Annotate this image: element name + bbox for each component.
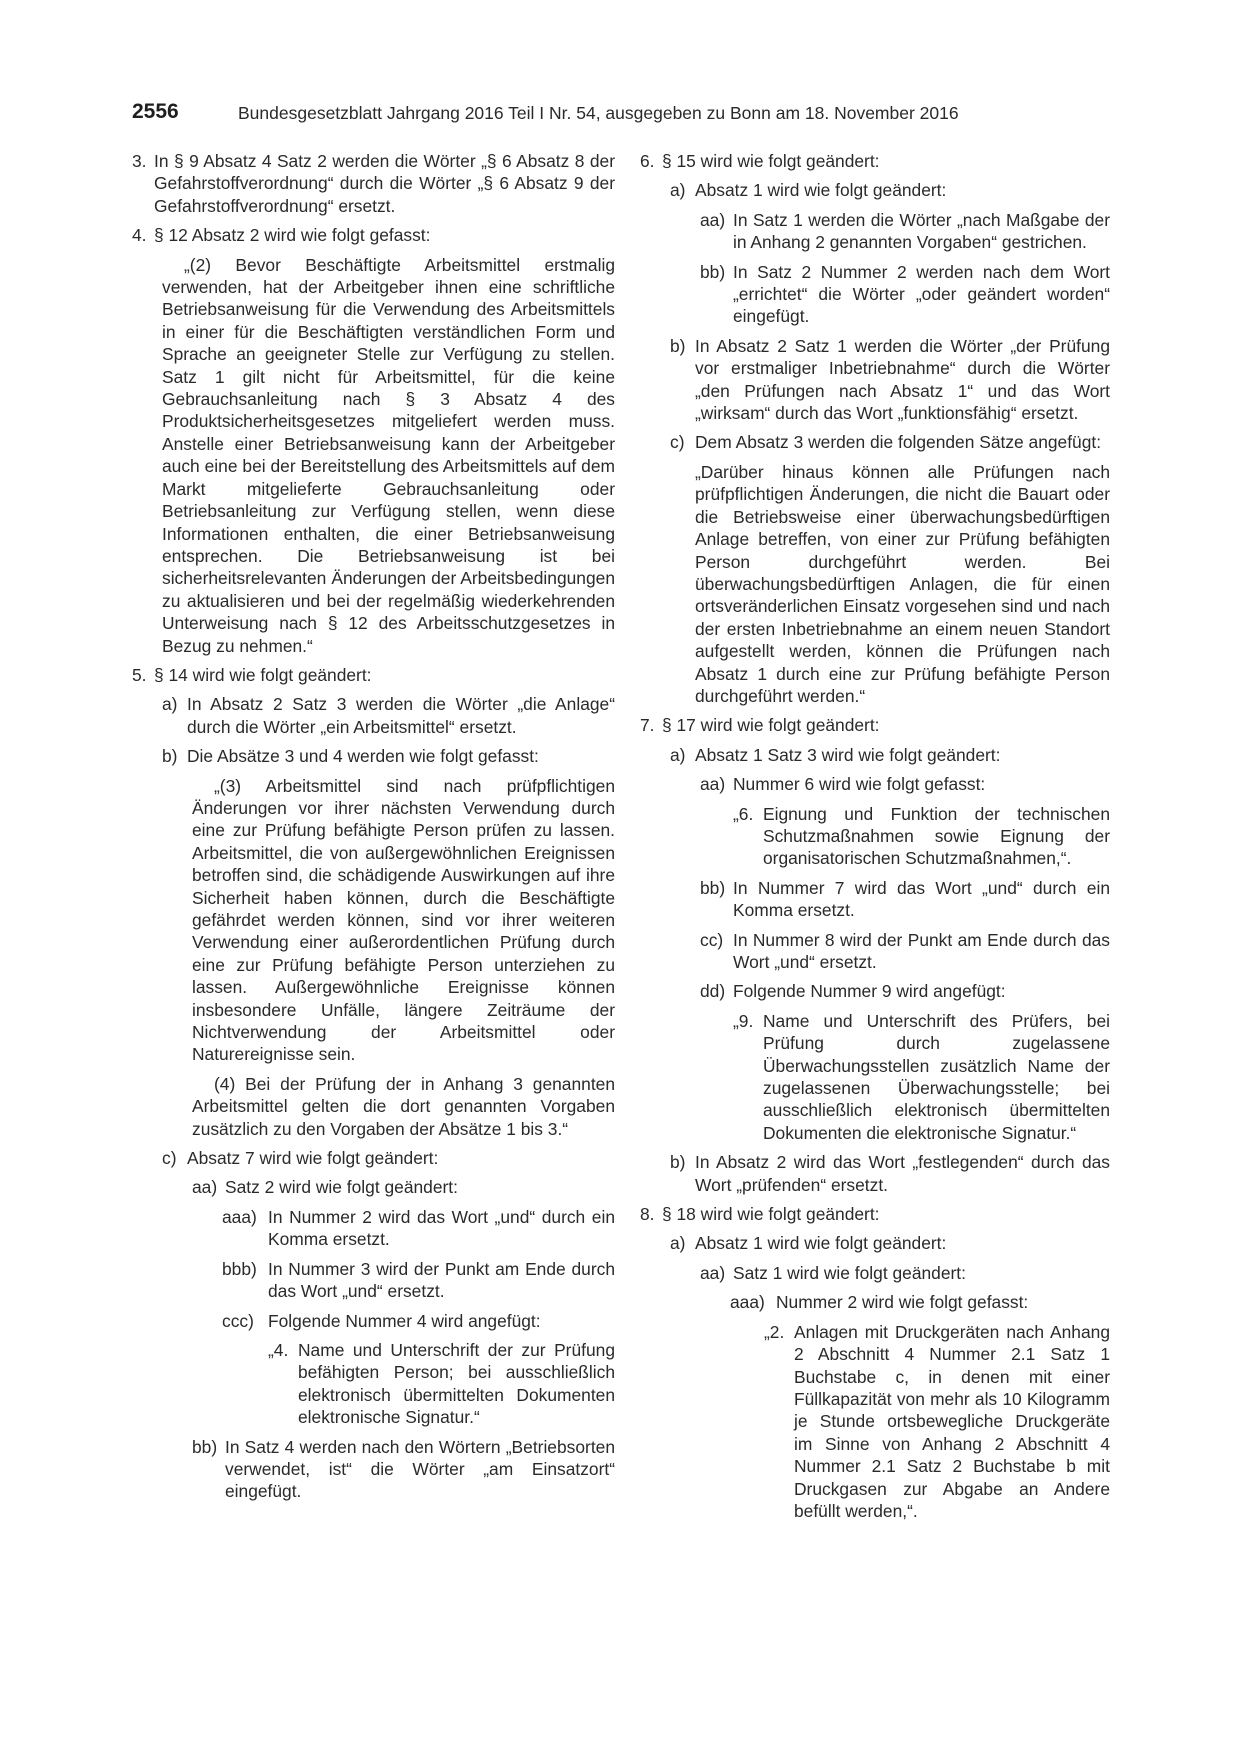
item-letter: dd): [700, 981, 726, 1002]
item-text: In Nummer 7 wird das Wort „und“ durch ein Komma ersetzt.: [733, 877, 1110, 921]
sub-item-a: [670, 744, 1110, 766]
item-number: 6.: [640, 151, 655, 171]
item-letter: bbb): [222, 1258, 257, 1279]
item-number: 7.: [640, 715, 655, 736]
quoted-paragraph: „(3) Arbeitsmittel sind nach prüfpflichtigen Änderungen vor ihrer nächsten Verwendung durch eine zur Prüfung befähigte Person prüfen zu lassen. Arbeitsmittel, die von außergewöhnlichen Ereignissen betroffen sind, die schädigende Auswirkungen auf ihre Sicherheit haben können, durch die Beschäftigte gefährdet werden können, sind vor ihrer weiteren Verwendung einer außerordentlichen Prüfung durch eine zur Prüfung befähigte Person unterziehen zu lassen. Außergewöhnliche Ereignisse können insbesondere Unfälle, längere Zeiträume der Nichtverwendung der Arbeitsmittel oder Naturereignisse sein.: [192, 775, 615, 1065]
item-text: Nummer 2 wird wie folgt gefasst:: [776, 1292, 1029, 1313]
item-text: § 12 Absatz 2 wird wie folgt gefasst:: [154, 225, 431, 246]
item-letter: bb): [192, 1436, 218, 1457]
item-text: In Absatz 2 wird das Wort „festlegenden“ durch das Wort „prüfenden“ ersetzt.: [695, 1152, 1110, 1195]
item-text: Dem Absatz 3 werden die folgenden Sätze angefügt:: [695, 432, 1102, 453]
right-column: [640, 150, 1110, 1529]
item-text: In Nummer 3 wird der Punkt am Ende durch das Wort „und“ ersetzt.: [268, 1258, 615, 1302]
list-item-7: [640, 714, 1110, 736]
quoted-item-4: [268, 1339, 615, 1429]
item-text: § 17 wird wie folgt geändert:: [662, 715, 880, 736]
sub-item-c: [162, 1147, 615, 1169]
quoted-paragraph: (4) Bei der Prüfung der in Anhang 3 genannten Arbeitsmittel gelten die dort genannten Vorgaben zusätzlich zu den Vorgaben der Absätze 1 bis 3.“: [192, 1073, 615, 1139]
item-letter: a): [670, 180, 686, 201]
item-text: Name und Unterschrift der zur Prüfung befähigten Person; bei ausschließlich elektronisch übermittelten Dokumenten elektronische Signatur.“: [298, 1339, 615, 1428]
quoted-item-9: [733, 1010, 1110, 1144]
item-letter: cc): [700, 929, 724, 950]
item-text: Anlagen mit Druckgeräten nach Anhang 2 Abschnitt 4 Nummer 2.1 Satz 1 Buchstabe c, in denen mit einer Füllkapazität von mehr als 10 Kilogramm je Stunde ortsbewegliche Druckgeräte im Sinne von Anhang 2 Abschnitt 4 Nummer 2.1 Satz 2 Buchstabe b mit Druckgasen zur Abgabe an Andere befüllt werden,“.: [794, 1321, 1110, 1521]
sub-sub-item-aa: [192, 1176, 615, 1198]
item-letter: ccc): [222, 1310, 254, 1331]
list-item-5: [132, 664, 615, 686]
item-text: Die Absätze 3 und 4 werden wie folgt gefasst:: [187, 746, 539, 767]
item-letter: aa): [700, 209, 726, 230]
sub-sub-item-cc: [700, 929, 1110, 974]
running-head: Bundesgesetzblatt Jahrgang 2016 Teil I Nr. 54, ausgegeben zu Bonn am 18. November 2016: [238, 103, 959, 123]
item-letter: aa): [192, 1177, 218, 1198]
item-letter: c): [162, 1148, 177, 1169]
sub-item-a: [670, 1232, 1110, 1254]
item-text: § 15 wird wie folgt geändert:: [662, 151, 880, 171]
item-text: In Absatz 2 Satz 1 werden die Wörter „der Prüfung vor erstmaliger Inbetriebnahme“ durch die Wörter „den Prüfungen nach Absatz 1“ und das Wort „wirksam“ durch das Wort „funktionsfähig“ ersetzt.: [695, 335, 1110, 424]
list-item-6: [640, 150, 1110, 172]
sub-item-b: [670, 335, 1110, 425]
sub-sub-item-bb: [192, 1436, 615, 1503]
item-text: In Satz 1 werden die Wörter „nach Maßgabe der in Anhang 2 genannten Vorgaben“ gestrichen.: [733, 209, 1110, 253]
item-letter: b): [670, 335, 686, 356]
sub-sub-item-aa: [700, 209, 1110, 254]
item-letter: bb): [700, 877, 726, 898]
item-letter: a): [670, 1233, 686, 1254]
item-number: 3.: [132, 151, 147, 171]
sub-sub-sub-item-bbb: [222, 1258, 615, 1303]
item-text: § 18 wird wie folgt geändert:: [662, 1204, 880, 1225]
item-letter: aaa): [222, 1206, 257, 1227]
sub-sub-sub-item-aaa: [222, 1206, 615, 1251]
item-text: Nummer 6 wird wie folgt gefasst:: [733, 774, 986, 795]
quoted-item-2: [764, 1321, 1110, 1523]
item-text: Absatz 1 wird wie folgt geändert:: [695, 1233, 947, 1254]
list-item-3: [132, 150, 615, 217]
item-text: § 14 wird wie folgt geändert:: [154, 664, 372, 685]
page-number: 2556: [132, 100, 179, 123]
sub-item-b: [670, 1151, 1110, 1196]
item-number: „2.: [764, 1321, 785, 1342]
item-text: In Nummer 8 wird der Punkt am Ende durch das Wort „und“ ersetzt.: [733, 929, 1110, 972]
sub-sub-item-bb: [700, 261, 1110, 328]
left-column: [132, 150, 615, 1510]
item-number: „6.: [733, 803, 754, 824]
item-letter: aa): [700, 774, 726, 795]
item-text: In Satz 4 werden nach den Wörtern „Betriebsorten verwendet, ist“ die Wörter „am Einsatzort“ eingefügt.: [225, 1436, 615, 1502]
item-text: Folgende Nummer 4 wird angefügt:: [268, 1310, 541, 1331]
item-letter: b): [670, 1152, 686, 1173]
sub-sub-item-dd: [700, 980, 1110, 1002]
sub-item-a: [670, 179, 1110, 201]
list-item-8: [640, 1203, 1110, 1225]
item-number: „4.: [268, 1339, 289, 1360]
item-text: Eignung und Funktion der technischen Schutzmaßnahmen sowie Eignung der organisatorischen Schutzmaßnahmen,“.: [763, 803, 1110, 869]
item-number: 4.: [132, 225, 147, 246]
item-text: In Satz 2 Nummer 2 werden nach dem Wort „errichtet“ die Wörter „oder geändert worden“ eingefügt.: [733, 261, 1110, 327]
item-text: Absatz 1 wird wie folgt geändert:: [695, 180, 947, 201]
item-letter: a): [162, 694, 178, 715]
item-text: In Nummer 2 wird das Wort „und“ durch ein Komma ersetzt.: [268, 1206, 615, 1250]
item-text: In Absatz 2 Satz 3 werden die Wörter „die Anlage“ durch die Wörter „ein Arbeitsmittel“ ersetzt.: [187, 694, 615, 737]
sub-item-c: [670, 431, 1110, 453]
sub-sub-item-aa: [700, 1262, 1110, 1284]
item-letter: b): [162, 746, 178, 767]
quoted-paragraph: „(2) Bevor Beschäftigte Arbeitsmittel erstmalig verwenden, hat der Arbeitgeber ihnen eine schriftliche Betriebsanweisung für die Verwendung des Arbeitsmittels in einer für die Beschäftigten verständlichen Form und Sprache an geeigneter Stelle zur Verfügung zu stellen. Satz 1 gilt nicht für Arbeitsmittel, für die keine Gebrauchsanleitung nach § 3 Absatz 4 des Produktsicherheitsgesetzes mitgeliefert werden muss. Anstelle einer Betriebsanweisung kann der Arbeitgeber auch eine bei der Bereitstellung des Arbeitsmittels auf dem Markt mitgelieferte Gebrauchsanleitung oder Betriebsanleitung zur Verfügung stellen, wenn diese Informationen enthalten, die einer Betriebsanweisung entsprechen. Die Betriebsanweisung ist bei sicherheitsrelevanten Änderungen der Arbeitsbedingungen zu aktualisieren und bei der regelmäßig wiederkehrenden Unterweisung nach § 12 des Arbeitsschutzgesetzes in Bezug zu nehmen.“: [162, 254, 615, 656]
item-text: Satz 2 wird wie folgt geändert:: [225, 1177, 458, 1198]
sub-item-a: [162, 693, 615, 738]
item-text: Folgende Nummer 9 wird angefügt:: [733, 981, 1006, 1002]
item-text: Satz 1 wird wie folgt geändert:: [733, 1262, 966, 1283]
item-letter: aa): [700, 1262, 726, 1283]
sub-sub-item-bb: [700, 877, 1110, 922]
item-text: Absatz 7 wird wie folgt geändert:: [187, 1148, 439, 1169]
sub-sub-item-aa: [700, 773, 1110, 795]
item-letter: bb): [700, 261, 726, 282]
item-letter: a): [670, 744, 686, 765]
quoted-item-6: [733, 803, 1110, 870]
item-text: In § 9 Absatz 4 Satz 2 werden die Wörter „§ 6 Absatz 8 der Gefahrstoffverordnung“ durch die Wörter „§ 6 Absatz 9 der Gefahrstoffverordnung“ ersetzt.: [154, 151, 615, 216]
item-number: 8.: [640, 1204, 655, 1225]
item-text: Absatz 1 Satz 3 wird wie folgt geändert:: [695, 744, 1001, 765]
item-letter: c): [670, 432, 685, 453]
quoted-paragraph: „Darüber hinaus können alle Prüfungen nach prüfpflichtigen Änderungen, die nicht die Bauart oder die Betriebsweise einer überwachungsbedürftigen Anlage betreffen, von einer zur Prüfung befähigten Person durchgeführt werden. Bei überwachungsbedürftigen Anlagen, die für einen ortsveränderlichen Einsatz vorgesehen sind und nach der ersten Inbetriebnahme an einem neuen Standort aufgestellt werden, können die Prüfungen nach Absatz 1 durch eine zur Prüfung befähigte Person durchgeführt werden.“: [695, 461, 1110, 706]
item-number: 5.: [132, 664, 147, 685]
sub-sub-sub-item-ccc: [222, 1310, 615, 1332]
list-item-4: [132, 224, 615, 246]
sub-item-b: [162, 745, 615, 767]
item-number: „9.: [733, 1010, 754, 1031]
item-letter: aaa): [730, 1292, 765, 1313]
item-text: Name und Unterschrift des Prüfers, bei Prüfung durch zugelassene Überwachungsstellen zusätzlich Name der zugelassenen Überwachungsstelle; bei ausschließlich elektronisch übermittelten Dokumenten die elektronische Signatur.“: [763, 1010, 1110, 1143]
sub-sub-sub-item-aaa: [730, 1291, 1110, 1313]
